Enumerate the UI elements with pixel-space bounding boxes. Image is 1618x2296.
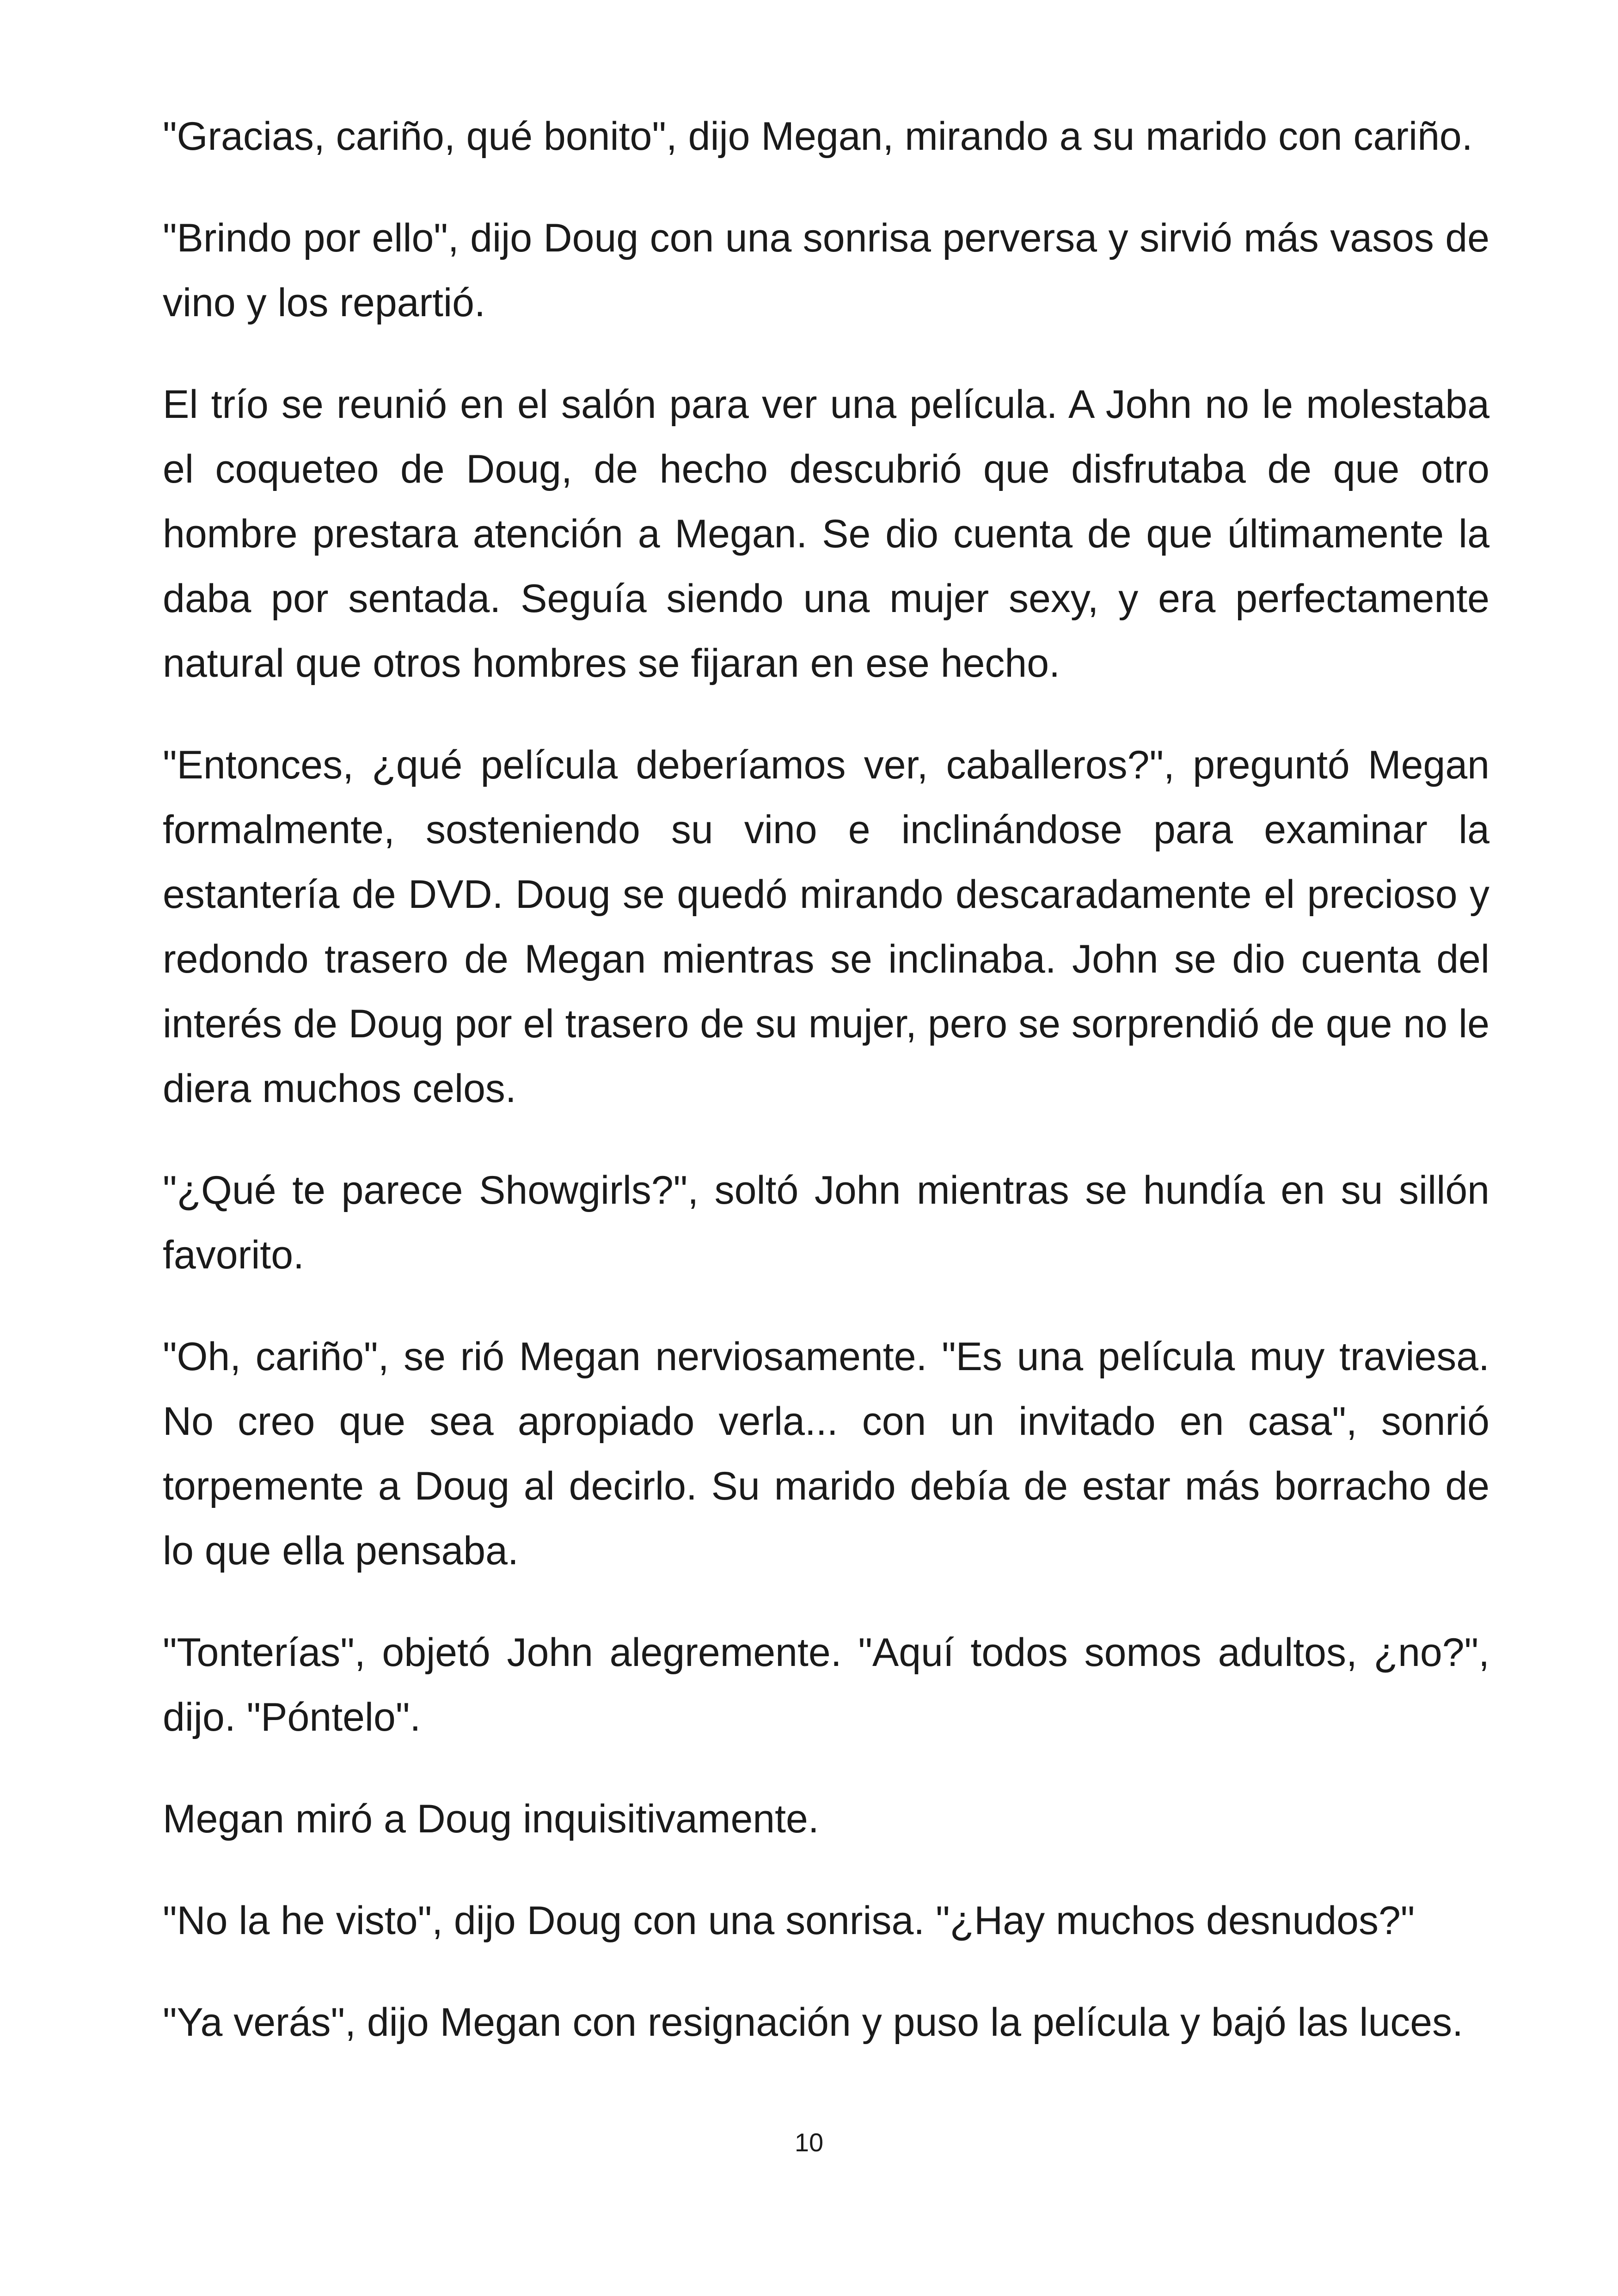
paragraph: "No la he visto", dijo Doug con una sonrisa. "¿Hay muchos desnudos?" bbox=[163, 1898, 1415, 1943]
paragraph: "¿Qué te parece Showgirls?", soltó John mientras se hundía en su sillón favorito. bbox=[163, 1168, 1489, 1277]
paragraph: "Ya verás", dijo Megan con resignación y puso la película y bajó las luces. bbox=[163, 2000, 1464, 2045]
paragraph: "Gracias, cariño, qué bonito", dijo Megan, mirando a su marido con cariño. bbox=[163, 114, 1473, 159]
paragraph: Megan miró a Doug inquisitivamente. bbox=[163, 1797, 819, 1841]
paragraph: "Tonterías", objetó John alegremente. "Aquí todos somos adultos, ¿no?", dijo. "Póntelo". bbox=[163, 1630, 1489, 1739]
paragraph: "Entonces, ¿qué película deberíamos ver, caballeros?", preguntó Megan formalmente, sosteniendo su vino e inclinándose para examinar la estantería de DVD. Doug se quedó mirando descaradamente el precioso y redondo trasero de Megan mientras se inclinaba. John se dio cuenta del interés de Doug por el trasero de su mujer, pero se sorprendió de que no le diera muchos celos. bbox=[163, 743, 1489, 1111]
paragraph: "Oh, cariño", se rió Megan nerviosamente. "Es una película muy traviesa. No creo que sea apropiado verla... con un invitado en casa", sonrió torpemente a Doug al decirlo. Su marido debía de estar más borracho de lo que ella pensaba. bbox=[163, 1335, 1489, 1573]
page-number: 10 bbox=[794, 2128, 824, 2157]
body-text bbox=[163, 104, 1489, 2092]
paragraph: El trío se reunió en el salón para ver una película. A John no le molestaba el coqueteo de Doug, de hecho descubrió que disfrutaba de que otro hombre prestara atención a Megan. Se dio cuenta de que últimamente la daba por sentada. Seguía siendo una mujer sexy, y era perfectamente natural que otros hombres se fijaran en ese hecho. bbox=[163, 382, 1489, 686]
paragraph: "Brindo por ello", dijo Doug con una sonrisa perversa y sirvió más vasos de vino y los repartió. bbox=[163, 216, 1489, 325]
